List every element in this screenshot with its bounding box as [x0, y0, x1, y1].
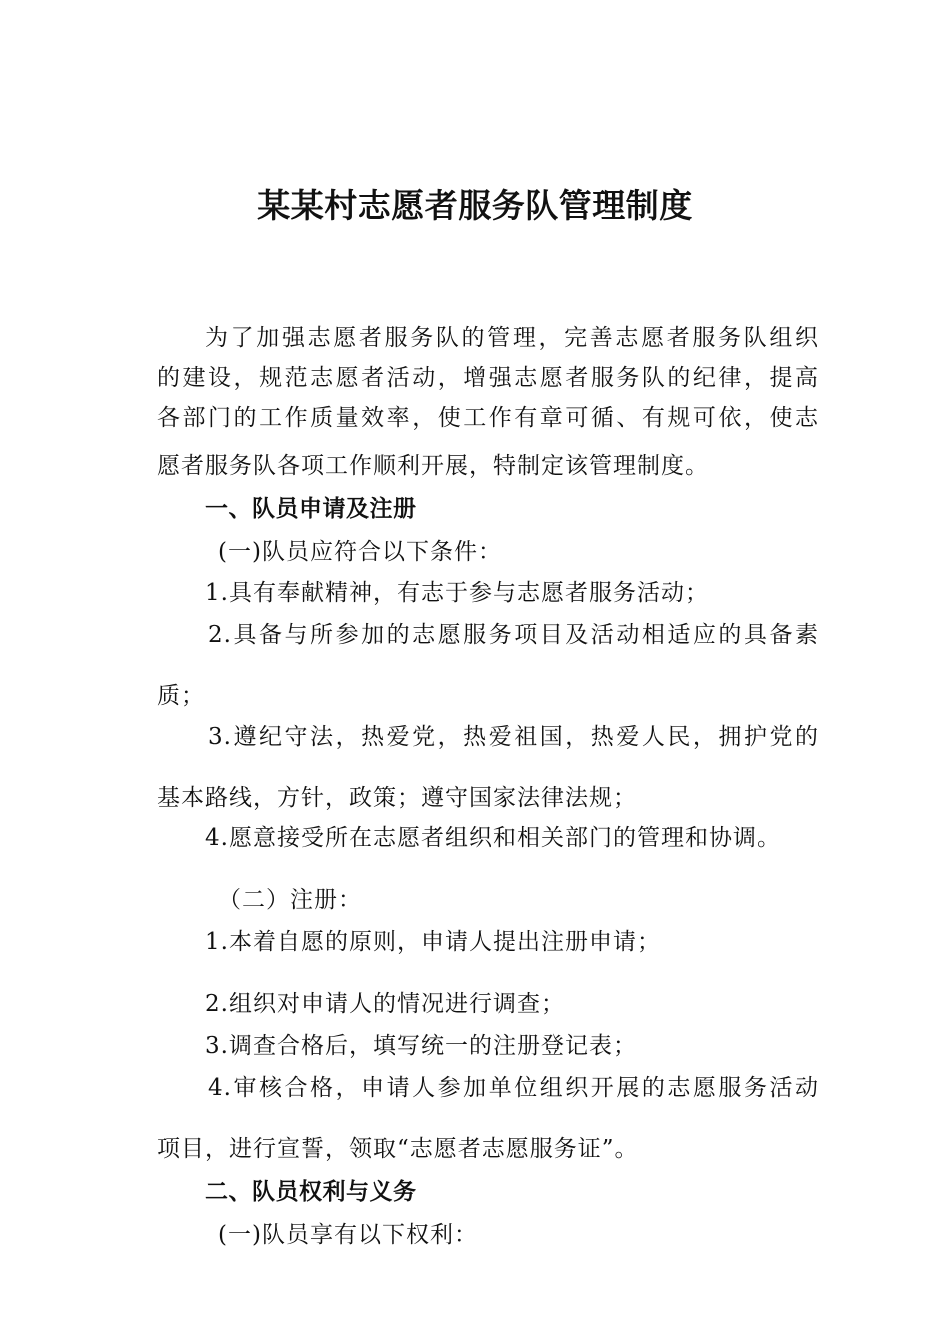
register-item-4-line-2: 项目，进行宣誓，领取“志愿者志愿服务证”。: [157, 1136, 639, 1162]
section-1-sub-1-heading: (一)队员应符合以下条件：: [218, 539, 502, 565]
intro-line-1: 为了加强志愿者服务队的管理，完善志愿者服务队组织: [205, 325, 819, 351]
condition-item-4: 4.愿意接受所在志愿者组织和相关部门的管理和协调。: [205, 825, 781, 851]
intro-line-4: 愿者服务队各项工作顺利开展，特制定该管理制度。: [157, 453, 709, 479]
register-item-2: 2.组织对申请人的情况进行调查；: [205, 991, 565, 1017]
condition-item-2-line-2: 质；: [157, 683, 205, 709]
condition-item-3-line-1: 3.遵纪守法，热爱党，热爱祖国，热爱人民，拥护党的: [208, 724, 819, 750]
condition-item-2-line-1: 2.具备与所参加的志愿服务项目及活动相适应的具备素: [208, 622, 819, 648]
register-item-4-line-1: 4.审核合格，申请人参加单位组织开展的志愿服务活动: [208, 1075, 819, 1101]
section-1-sub-2-heading: （二）注册：: [218, 887, 362, 913]
condition-item-1: 1.具有奉献精神，有志于参与志愿者服务活动；: [205, 580, 709, 606]
document-title: 某某村志愿者服务队管理制度: [257, 186, 693, 225]
register-item-1: 1.本着自愿的原则，申请人提出注册申请；: [205, 929, 661, 955]
register-item-3: 3.调查合格后，填写统一的注册登记表；: [205, 1033, 637, 1059]
condition-item-3-line-2: 基本路线，方针，政策；遵守国家法律法规；: [157, 785, 637, 811]
section-1-heading: 一、队员申请及注册: [205, 496, 417, 522]
intro-line-2: 的建设，规范志愿者活动，增强志愿者服务队的纪律，提高: [157, 365, 819, 391]
section-2-heading: 二、队员权利与义务: [205, 1179, 417, 1205]
intro-line-3: 各部门的工作质量效率，使工作有章可循、有规可依，使志: [157, 405, 819, 431]
section-2-sub-1-heading: (一)队员享有以下权利：: [218, 1222, 478, 1248]
